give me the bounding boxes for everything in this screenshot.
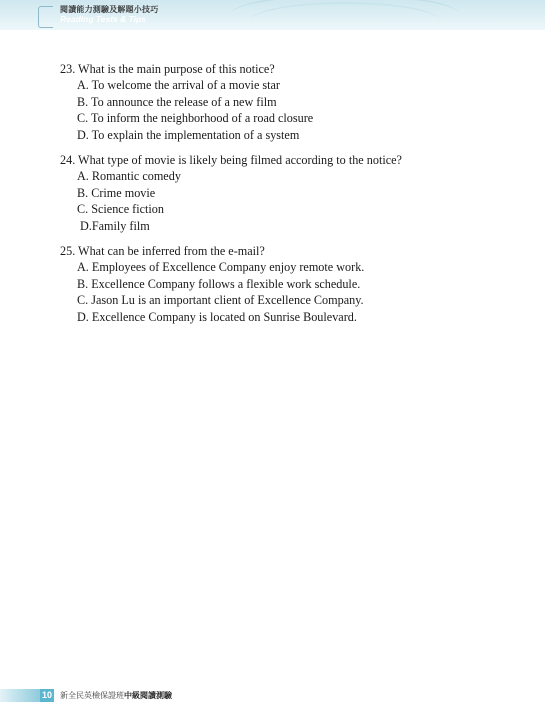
page-number: 10 <box>41 690 52 700</box>
footer-band <box>0 689 40 702</box>
book-title <box>60 690 172 702</box>
answer-option: B. Crime movie <box>77 185 156 200</box>
answer-option: A. Employees of Excellence Company enjoy remote work. <box>77 260 365 275</box>
question-25 <box>60 243 520 325</box>
book-title-bold: 中級閱讀測驗 <box>124 691 172 700</box>
question-stem: 25. What can be inferred from the e-mail? <box>60 244 265 259</box>
question-stem: 24. What type of movie is likely being filmed according to the notice? <box>60 153 402 168</box>
answer-option: D. To explain the implementation of a system <box>77 127 300 142</box>
question-stem: 23. What is the main purpose of this notice? <box>60 62 275 76</box>
answer-option: B. Excellence Company follows a flexible work schedule. <box>77 276 361 291</box>
bracket-mark <box>38 6 53 28</box>
page-footer <box>0 689 545 703</box>
header-title-english: Reading Tests & Tips <box>60 14 146 24</box>
header-title-chinese: 閱讀能力測驗及解題小技巧 <box>60 5 159 14</box>
answer-option: D. Excellence Company is located on Sunrise Boulevard. <box>77 309 357 324</box>
question-list <box>60 61 520 334</box>
answer-option: C. Science fiction <box>77 202 164 217</box>
answer-option: B. To announce the release of a new film <box>77 94 277 109</box>
question-23 <box>60 61 520 143</box>
book-title-regular: 新全民英檢保證班 <box>60 691 124 700</box>
answer-option: C. Jason Lu is an important client of Excellence Company. <box>77 293 364 308</box>
answer-option: A. To welcome the arrival of a movie star <box>77 78 280 93</box>
answer-option: A. Romantic comedy <box>77 169 181 184</box>
question-24 <box>60 152 520 234</box>
page-header <box>0 0 545 30</box>
answer-option: C. To inform the neighborhood of a road closure <box>77 111 314 126</box>
answer-option: D.Family film <box>80 218 150 233</box>
